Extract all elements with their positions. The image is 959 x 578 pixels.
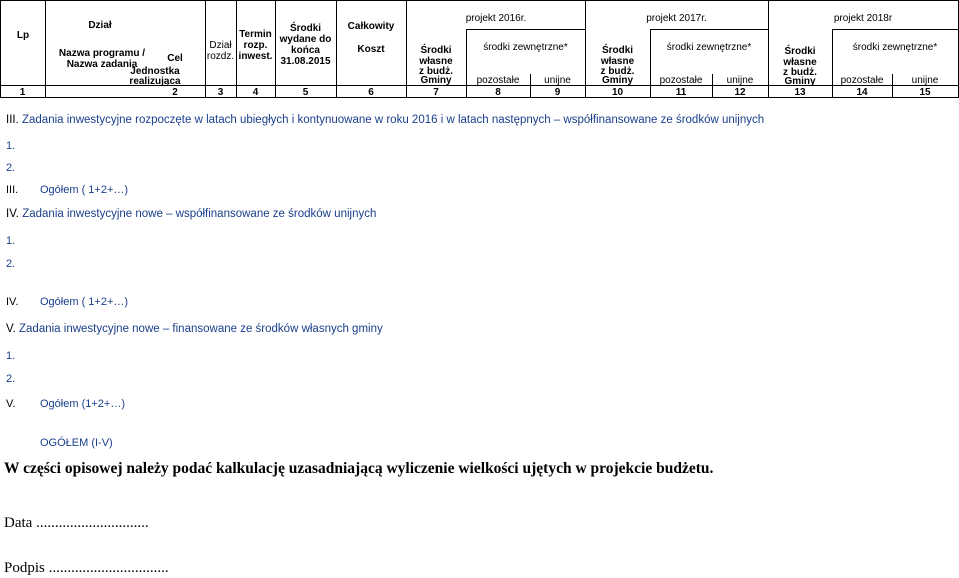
row-number: 1. <box>6 350 16 362</box>
header-srodki-wyd-4: 31.08.2015 <box>280 56 331 67</box>
header-calkowity-2: Koszt <box>357 44 385 55</box>
row-number: 1. <box>6 140 16 152</box>
footer-note: W części opisowej należy podać kalkulację uzasadniającą wyliczenie wielkości ujętych w projekcie budżetu. <box>4 460 714 477</box>
header-program: Nazwa programu / <box>58 48 146 59</box>
footer-podpis-line: Podpis ................................ <box>4 560 169 576</box>
year-2018-wlasne-3: z budż. <box>783 67 817 78</box>
header-zadanie: Nazwa zadania <box>66 59 138 70</box>
col-number: 10 <box>611 87 624 98</box>
col-number: 6 <box>368 87 374 98</box>
header-srodki-wyd-1: Środki <box>289 23 322 34</box>
header-dzial-rozdz-1: Dział <box>209 40 232 51</box>
section-title: Zadania inwestycyjne nowe – współfinansowane ze środków unijnych <box>22 208 377 220</box>
col-number: 15 <box>919 87 931 98</box>
year-2018-title: projekt 2018r <box>833 13 893 24</box>
col-number: 9 <box>554 87 561 98</box>
year-2016-wlasne-1: Środki <box>420 45 452 56</box>
year-2018-zewn: środki zewnętrzne* <box>852 42 938 53</box>
section-roman: IV. <box>6 208 20 220</box>
year-2017-unijne: unijne <box>726 75 754 86</box>
col-number: 8 <box>495 87 501 98</box>
year-2016-pozostale: pozostałe <box>476 75 520 86</box>
year-2016-zewn: środki zewnętrzne* <box>483 42 568 53</box>
row-number: 2. <box>6 373 16 385</box>
header-termin-3: inwest. <box>238 51 273 62</box>
section-iv-heading <box>6 208 376 221</box>
year-2017-wlasne-1: Środki <box>601 45 634 56</box>
section-total-label: Ogółem ( 1+2+…) <box>40 296 129 308</box>
header-srodki-wyd-2: wydane do <box>279 34 332 45</box>
header-termin-2: rozp. <box>243 40 268 51</box>
col-number: 2 <box>172 87 178 98</box>
year-2017-zewn: środki zewnętrzne* <box>666 42 752 53</box>
year-2016-unijne: unijne <box>544 75 571 86</box>
header-srodki-wyd-3: końca <box>291 45 320 56</box>
row-number: 1. <box>6 235 16 247</box>
section-v-heading <box>6 323 383 336</box>
col-number: 4 <box>252 87 259 98</box>
header-lp: Lp <box>16 30 30 41</box>
section-total-roman: III. <box>6 184 19 196</box>
header-jednostka: Jednostka <box>130 66 180 77</box>
section-total-label: Ogółem (1+2+…) <box>40 398 125 410</box>
year-2017-pozostale: pozostałe <box>659 75 703 86</box>
row-number: 2. <box>6 162 16 174</box>
col-number: 3 <box>217 87 224 98</box>
header-dzial-rozdz-2: rozdz. <box>206 51 235 62</box>
row-number: 2. <box>6 258 16 270</box>
year-2018-unijne: unijne <box>911 75 939 86</box>
header-realizujaca: realizująca <box>129 76 181 87</box>
header-termin-1: Termin <box>239 29 272 40</box>
section-total-roman: IV. <box>6 296 19 308</box>
year-2018-wlasne-2: własne <box>783 57 817 68</box>
grand-total-label: OGÓŁEM (I-V) <box>40 437 113 449</box>
section-total-label: Ogółem ( 1+2+…) <box>40 184 129 196</box>
col-number: 5 <box>302 87 309 98</box>
section-roman: V. <box>6 323 16 335</box>
year-2016-wlasne-4: Gminy <box>420 75 452 86</box>
section-total-roman: V. <box>6 398 16 410</box>
year-2018-wlasne-1: Środki <box>784 46 816 57</box>
header-calkowity-1: Całkowity <box>347 21 395 32</box>
footer-data-line: Data .............................. <box>4 515 149 531</box>
year-2016-title: projekt 2016r. <box>465 13 527 24</box>
header-cel: Cel <box>167 53 183 64</box>
section-title: Zadania inwestycyjne rozpoczęte w latach ubiegłych i kontynuowane w roku 2016 i w latach następnych – współfinansowane ze środków unijnych <box>21 114 765 126</box>
year-2016-wlasne-2: własne <box>419 56 453 67</box>
section-title: Zadania inwestycyjne nowe – finansowane ze środków własnych gminy <box>19 323 383 335</box>
year-2017-wlasne-2: własne <box>600 56 635 67</box>
section-roman: III. <box>6 114 19 126</box>
section-iii-heading <box>6 114 764 127</box>
year-2018-wlasne-4: Gminy <box>784 76 816 87</box>
col-number: 13 <box>794 87 806 98</box>
year-2017-title: projekt 2017r. <box>646 13 707 24</box>
year-2017-wlasne-4: Gminy <box>601 75 634 86</box>
col-number: 7 <box>433 87 439 98</box>
year-2018-pozostale: pozostałe <box>840 75 884 86</box>
year-2016-wlasne-3: z budż. <box>419 66 453 77</box>
year-2017-wlasne-3: z budż. <box>600 66 635 77</box>
col-number: 12 <box>734 87 746 98</box>
header-dzial: Dział <box>88 20 112 31</box>
col-number: 1 <box>19 87 26 98</box>
col-number: 11 <box>675 87 687 98</box>
col-number: 14 <box>856 87 868 98</box>
